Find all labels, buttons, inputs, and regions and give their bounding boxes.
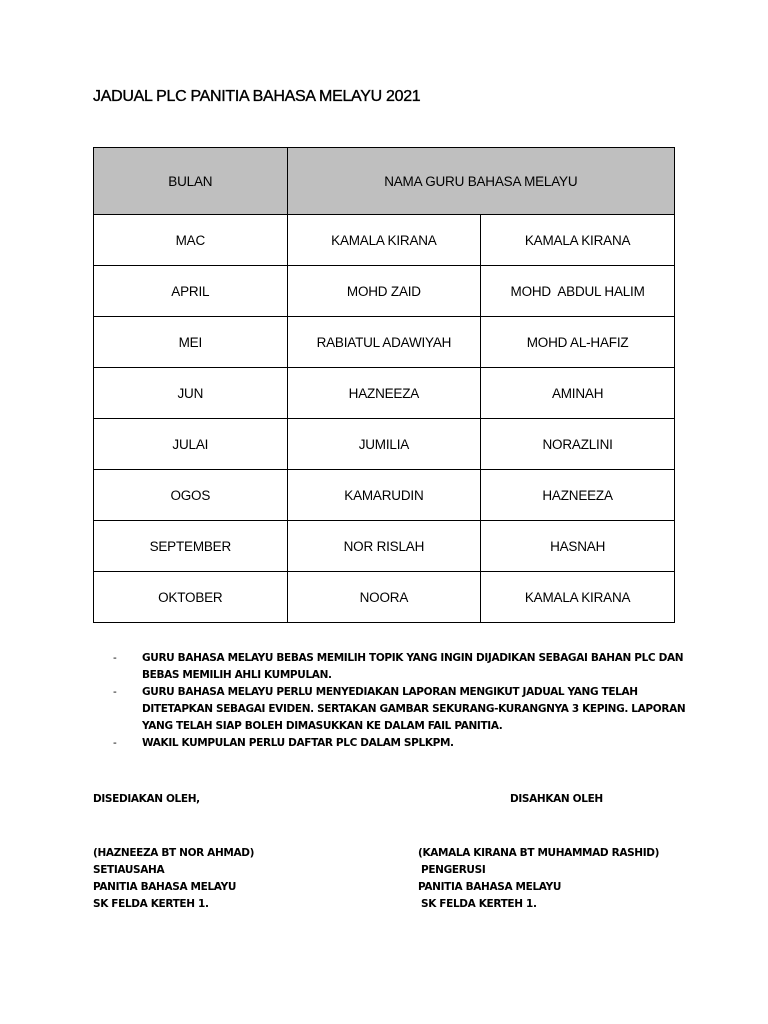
teacher-cell: RABIATUL ADAWIYAH [287,317,481,368]
table-row [94,470,675,521]
header-teacher-names: NAMA GURU BAHASA MELAYU [287,148,674,215]
month-cell: MAC [94,215,288,266]
note-text: GURU BAHASA MELAYU BEBAS MEMILIH TOPIK YANG INGIN DIJADIKAN SEBAGAI BAHAN PLC DAN BEBAS MEMILIH AHLI KUMPULAN. [142,652,684,681]
table-header-row [94,148,675,215]
page-title: JADUAL PLC PANITIA BAHASA MELAYU 2021 [93,88,421,105]
approved-role: PENGERUSI [421,864,486,876]
note-item [113,684,693,735]
prepared-panel: PANITIA BAHASA MELAYU [93,881,237,893]
teacher-cell: NOORA [287,572,481,623]
teacher-cell: HASNAH [481,521,675,572]
approved-by-block [418,845,659,913]
table-row [94,266,675,317]
prepared-name: (HAZNEEZA BT NOR AHMAD) [93,847,255,859]
teacher-cell: KAMALA KIRANA [481,215,675,266]
note-item [113,735,693,752]
bullet-dash: - [113,686,117,698]
approved-school: SK FELDA KERTEH 1. [421,898,537,910]
approved-panel: PANITIA BAHASA MELAYU [418,881,562,893]
prepared-by-heading: DISEDIAKAN OLEH, [93,793,200,805]
teacher-cell: JUMILIA [287,419,481,470]
bullet-dash: - [113,652,117,664]
teacher-cell: KAMARUDIN [287,470,481,521]
teacher-cell: MOHD ZAID [287,266,481,317]
note-text: GURU BAHASA MELAYU PERLU MENYEDIAKAN LAPORAN MENGIKUT JADUAL YANG TELAH DITETAPKAN SEBAGAI EVIDEN. SERTAKAN GAMBAR SEKURANG-KURANGNYA 3 KEPING. LAPORAN YANG TELAH SIAP BOLEH DIMASUKKAN KE DALAM FAIL PANITIA. [142,686,686,732]
approved-name: (KAMALA KIRANA BT MUHAMMAD RASHID) [418,847,660,859]
table-row [94,572,675,623]
teacher-cell: NOR RISLAH [287,521,481,572]
table-row [94,419,675,470]
note-item [113,650,693,684]
month-cell: MEI [94,317,288,368]
month-cell: JULAI [94,419,288,470]
table-row [94,521,675,572]
month-cell: APRIL [94,266,288,317]
note-text: WAKIL KUMPULAN PERLU DAFTAR PLC DALAM SPLKPM. [142,737,454,749]
teacher-cell: HAZNEEZA [481,470,675,521]
plc-schedule-table [93,147,675,623]
teacher-cell: KAMALA KIRANA [481,572,675,623]
month-cell: JUN [94,368,288,419]
prepared-role: SETIAUSAHA [93,864,165,876]
teacher-cell: HAZNEEZA [287,368,481,419]
teacher-cell: KAMALA KIRANA [287,215,481,266]
prepared-school: SK FELDA KERTEH 1. [93,898,209,910]
table-row [94,215,675,266]
prepared-by-block [93,845,254,913]
table-row [94,317,675,368]
table-row [94,368,675,419]
bullet-dash: - [113,737,117,749]
month-cell: SEPTEMBER [94,521,288,572]
teacher-cell: MOHD ABDUL HALIM [481,266,675,317]
teacher-cell: AMINAH [481,368,675,419]
month-cell: OKTOBER [94,572,288,623]
teacher-cell: NORAZLINI [481,419,675,470]
month-cell: OGOS [94,470,288,521]
notes-list [113,650,693,752]
teacher-cell: MOHD AL-HAFIZ [481,317,675,368]
approved-by-heading: DISAHKAN OLEH [510,793,603,805]
header-month: BULAN [94,148,288,215]
